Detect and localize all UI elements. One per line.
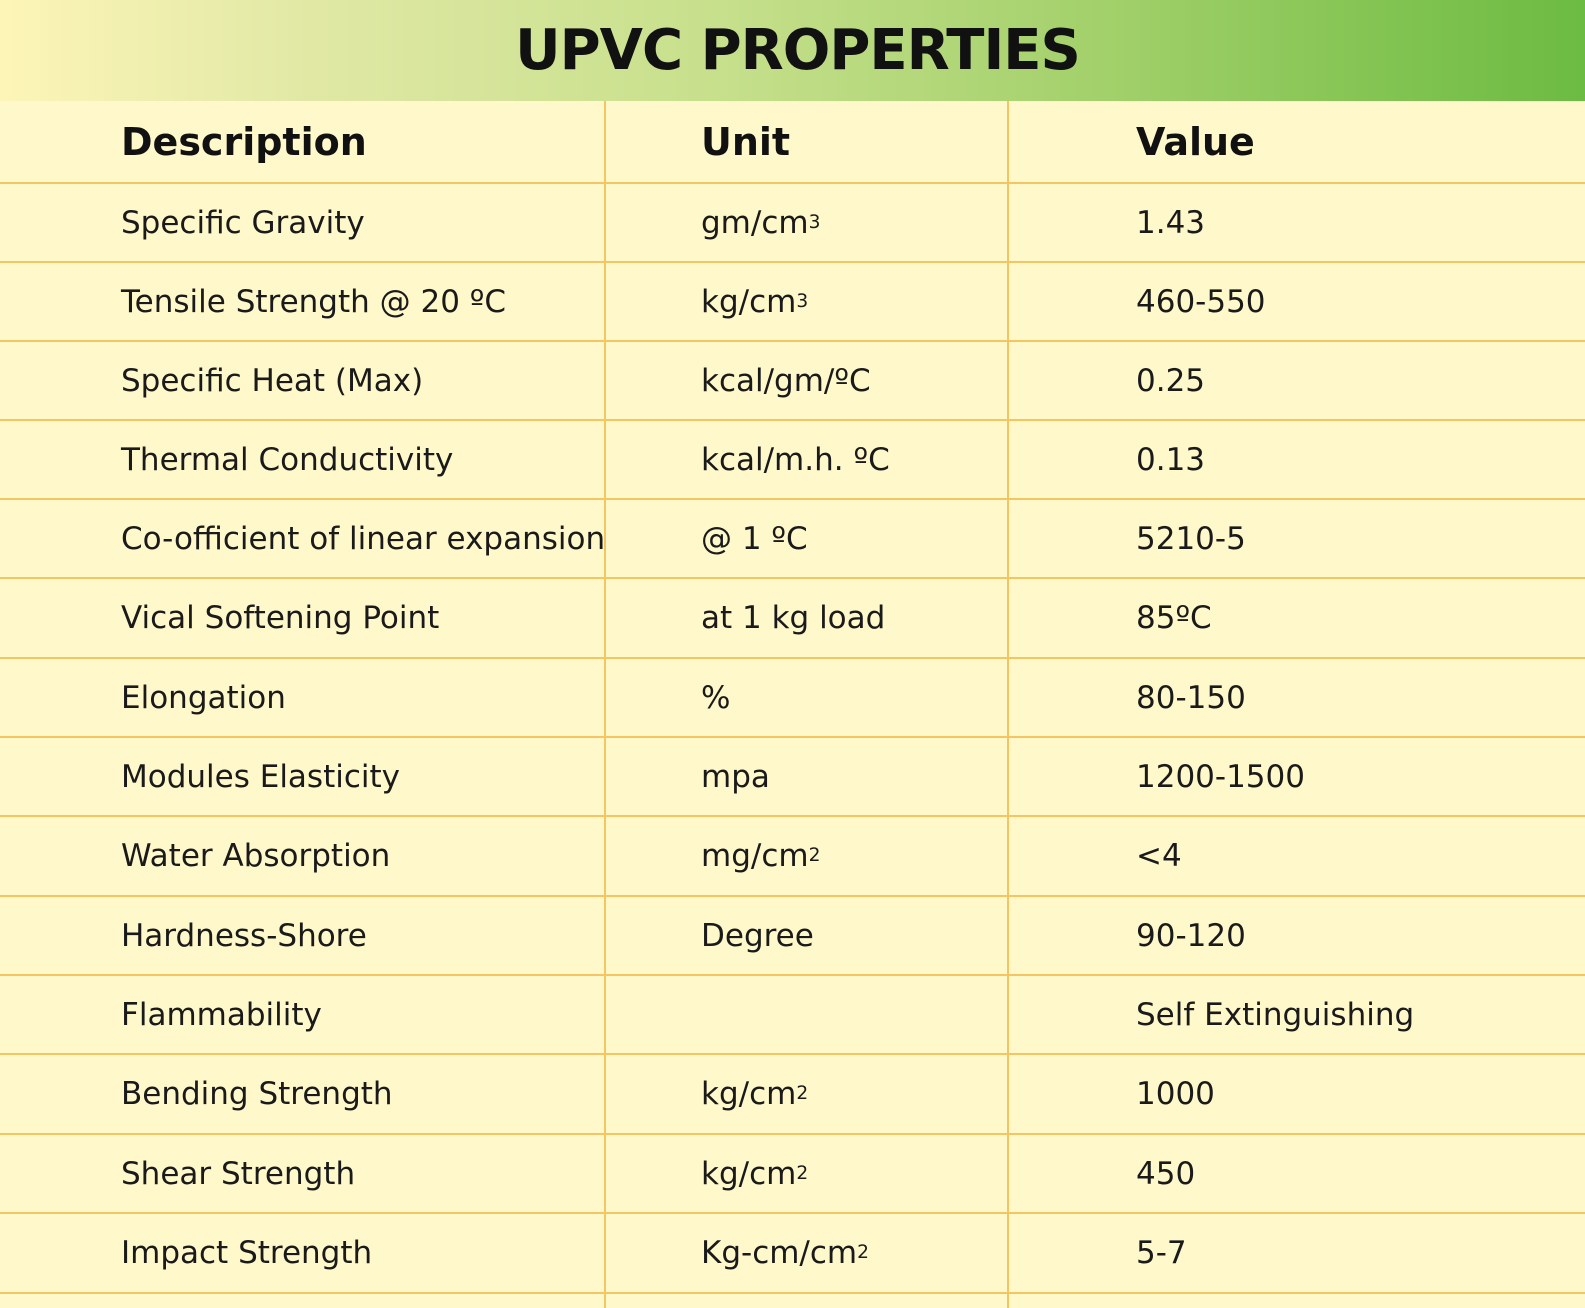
unit-text: kcal/m.h. ºC [701, 441, 890, 478]
cell-description: Bending Strength [121, 1076, 393, 1112]
cell-unit [701, 579, 885, 657]
cell-value: 460-550 [1136, 283, 1266, 320]
cell-unit: kg/cm 2 [701, 1155, 809, 1192]
header-unit: Unit [701, 119, 791, 164]
cell-value: 5-7 [1136, 1235, 1187, 1271]
unit-text: % [701, 679, 731, 716]
cell-description: Elongation [121, 679, 286, 716]
unit-text: Degree [701, 917, 814, 954]
unit-text: Kg-cm/cm [701, 1235, 858, 1271]
table-row [0, 659, 1585, 738]
table-row [0, 738, 1585, 817]
cell-value: 1.43 [1136, 204, 1206, 241]
cell-description: Thermal Conductivity [121, 441, 454, 478]
cell-value: 80-150 [1136, 679, 1246, 716]
cell-description: Tensile Strength @ 20 ºC [121, 283, 507, 320]
cell-value: 85ºC [1136, 600, 1212, 636]
table-row [0, 184, 1585, 263]
cell-unit [701, 659, 730, 736]
table-row [0, 421, 1585, 500]
table-row [0, 817, 1585, 897]
cell-value: 1200-1500 [1136, 758, 1305, 795]
table-row [0, 897, 1585, 976]
table-row [0, 1135, 1585, 1214]
cell-unit [701, 342, 871, 419]
cell-description: Modules Elasticity [121, 758, 400, 795]
cell-unit [701, 897, 814, 974]
page-title: UPVC PROPERTIES [515, 18, 1080, 83]
cell-description: Specific Gravity [121, 204, 365, 241]
cell-unit: kg/cm 3 [701, 283, 809, 320]
cell-description: Hardness-Shore [121, 917, 367, 954]
cell-value: 0.13 [1136, 441, 1206, 478]
unit-text: kcal/gm/ºC [701, 362, 871, 399]
cell-unit: kg/cm 2 [701, 1076, 809, 1112]
unit-text: kg/cm [701, 1155, 797, 1192]
unit-text: at 1 kg load [701, 600, 886, 636]
unit-text: kg/cm [701, 283, 797, 320]
cell-value: 0.25 [1136, 362, 1206, 399]
cell-value: 90-120 [1136, 917, 1246, 954]
unit-text: gm/cm [701, 204, 809, 241]
cell-description: Impact Strength [121, 1235, 373, 1271]
title-banner [0, 0, 1585, 101]
header-description: Description [121, 119, 367, 164]
cell-description: Vical Softening Point [121, 600, 440, 636]
table-header-row [0, 101, 1585, 184]
cell-value: 450 [1136, 1155, 1196, 1192]
cell-description: Specific Heat (Max) [121, 362, 424, 399]
table-row [0, 263, 1585, 342]
unit-text: @ 1 ºC [701, 520, 808, 557]
cell-value: 1000 [1136, 1076, 1215, 1112]
cell-description: Water Absorption [121, 838, 391, 874]
table-row [0, 1055, 1585, 1135]
cell-unit: mg/cm 2 [701, 838, 821, 874]
table-row [0, 500, 1585, 579]
table-row [0, 976, 1585, 1055]
cell-description: Shear Strength [121, 1155, 356, 1192]
cell-unit [701, 738, 770, 815]
cell-value: Self Extinguishing [1136, 996, 1415, 1033]
cell-description: Co-officient of linear expansion [121, 520, 606, 557]
table-row [0, 579, 1585, 659]
header-value: Value [1136, 119, 1255, 164]
cell-unit [701, 500, 808, 577]
cell-value: 5210-5 [1136, 520, 1246, 557]
cell-unit: gm/cm 3 [701, 204, 821, 241]
table-row [0, 1214, 1585, 1294]
cell-description: Flammability [121, 996, 322, 1033]
cell-unit [701, 421, 890, 498]
unit-text: kg/cm [701, 1076, 797, 1112]
cell-unit: Kg-cm/cm 2 [701, 1235, 869, 1271]
table-row [0, 342, 1585, 421]
cell-value: <4 [1136, 838, 1182, 874]
unit-text: mg/cm [701, 838, 809, 874]
unit-text: mpa [701, 758, 770, 795]
